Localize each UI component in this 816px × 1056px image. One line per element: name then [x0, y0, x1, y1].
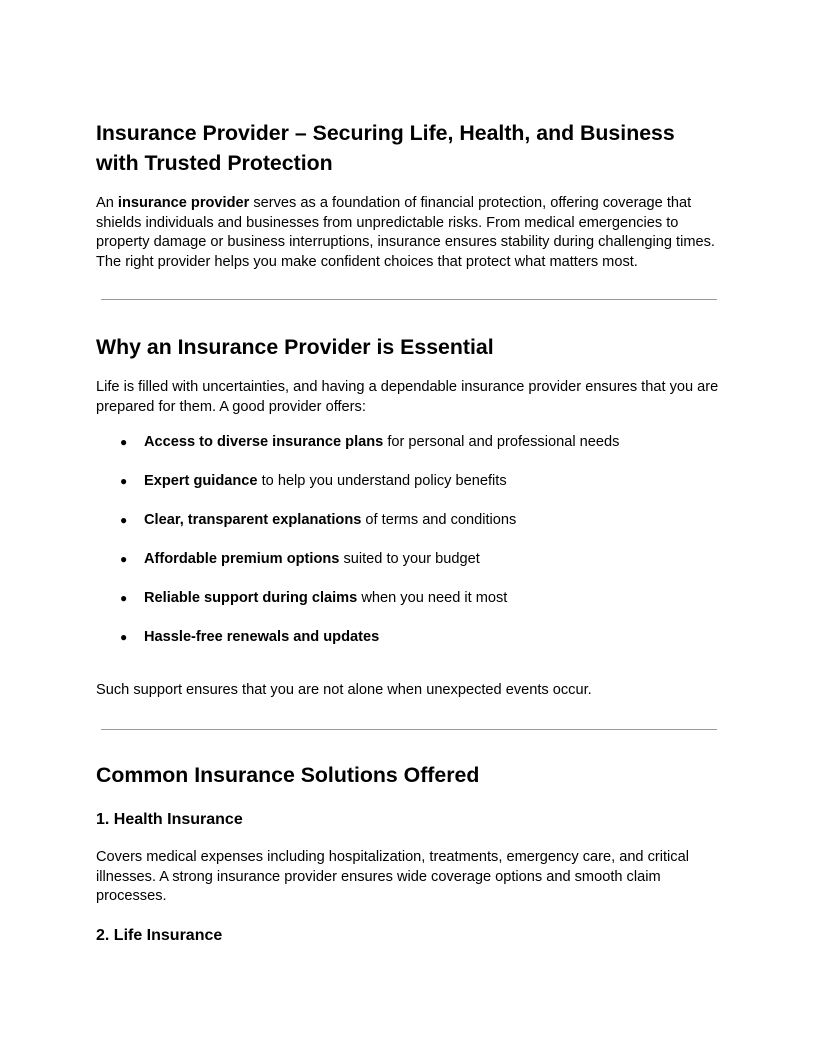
item-bold: Access to diverse insurance plans [144, 434, 384, 450]
bullet-icon: ● [120, 474, 128, 488]
item-rest: when you need it most [357, 590, 508, 606]
why-lead: Life is filled with uncertainties, and having a dependable insurance provider ensures that you are prepared for them. A good provider offers: [96, 379, 719, 415]
item-rest: of terms and conditions [361, 512, 517, 528]
solutions-heading: Common Insurance Solutions Offered [96, 763, 480, 787]
bullet-icon: ● [120, 513, 128, 527]
list-item [96, 588, 720, 627]
item-rest: to help you understand policy benefits [257, 473, 507, 489]
item-rest: suited to your budget [339, 551, 480, 567]
bullet-icon: ● [120, 630, 128, 644]
life-heading: 2. Life Insurance [96, 927, 223, 944]
page-title: Insurance Provider – Securing Life, Health, and Business with Trusted Protection [96, 121, 675, 175]
item-rest: for personal and professional needs [383, 434, 620, 450]
list-item [96, 432, 720, 471]
why-heading: Why an Insurance Provider is Essential [96, 335, 494, 359]
why-closing: Such support ensures that you are not alone when unexpected events occur. [96, 682, 592, 698]
list-item [96, 627, 720, 666]
item-bold: Hassle-free renewals and updates [144, 629, 380, 645]
bullet-icon: ● [120, 591, 128, 605]
bullet-icon: ● [120, 435, 128, 449]
health-text: Covers medical expenses including hospitalization, treatments, emergency care, and critical illnesses. A strong insurance provider ensures wide coverage options and smooth claim processes. [96, 849, 689, 905]
intro-paragraph [96, 194, 720, 273]
item-bold: Affordable premium options [144, 551, 340, 567]
item-bold: Clear, transparent explanations [144, 512, 362, 528]
benefits-list [96, 432, 720, 666]
intro-rest: serves as a foundation of financial protection, offering coverage that shields individuals and businesses from unpredictable risks. From medical emergencies to property damage or business interruptions, insurance ensures stability during challenging times. The right provider helps you make confident choices that protect what matters most. [96, 195, 715, 271]
list-item [96, 549, 720, 588]
item-bold: Reliable support during claims [144, 590, 358, 606]
list-item [96, 471, 720, 510]
divider-2 [101, 729, 717, 730]
health-heading: 1. Health Insurance [96, 811, 243, 828]
bullet-icon: ● [120, 552, 128, 566]
intro-prefix: An [96, 195, 118, 211]
intro-bold: insurance provider [117, 195, 250, 211]
item-bold: Expert guidance [144, 473, 258, 489]
divider-1 [101, 299, 717, 300]
list-item [96, 510, 720, 549]
